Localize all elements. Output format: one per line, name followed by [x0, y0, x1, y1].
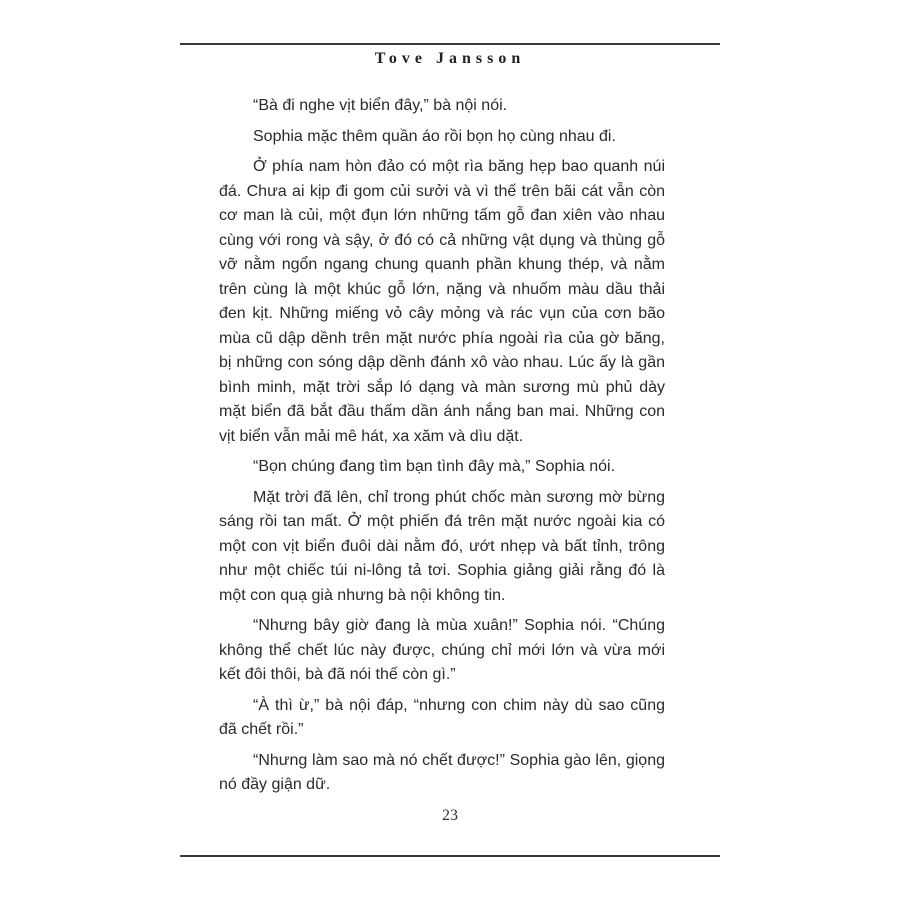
paragraph: Ở phía nam hòn đảo có một rìa băng hẹp bao quanh núi đá. Chưa ai kịp đi gom củi sưởi và vì thế trên bãi cát vẫn còn cơ man là củi, một đụn lớn những tấm gỗ đan xiên vào nhau cùng với rong và sậy, ở đó có cả những vật dụng và thùng gỗ vỡ nằm ngổn ngang chung quanh phần khung thép, và nằm trên cùng là một khúc gỗ lớn, nặng và nhuốm màu dầu thải đen kịt. Những miếng vỏ cây mỏng và rác vụn của cơn bão mùa cũ dập dềnh trên mặt nước phía ngoài rìa của gờ băng, bị những con sóng dập dềnh đánh xô vào nhau. Lúc ấy là gần bình minh, mặt trời sắp ló dạng và màn sương mù phủ dày mặt biển đã bắt đầu thấm dần ánh nắng ban mai. Những con vịt biển vẫn mải mê hát, xa xăm và dìu dặt.	[219, 158, 665, 445]
paragraph: “Nhưng bây giờ đang là mùa xuân!” Sophia nói. “Chúng không thể chết lúc này được, chúng chỉ mới lớn và vừa mới kết đôi thôi, bà đã nói thế còn gì.”	[219, 617, 665, 683]
top-rule	[180, 43, 720, 45]
running-head-title: Tove Jansson	[374, 50, 526, 67]
paragraph: “Nhưng làm sao mà nó chết được!” Sophia gào lên, giọng nó đầy giận dữ.	[219, 751, 665, 793]
paragraph: Mặt trời đã lên, chỉ trong phút chốc màn sương mờ bừng sáng rồi tan mất. Ở một phiến đá trên mặt nước ngoài kia có một con vịt biển đuôi dài nằm đó, ướt nhẹp và bất tỉnh, trông như một chiếc túi ni-lông tả tơi. Sophia giảng giải rằng đó là một con quạ già nhưng bà nội không tin.	[219, 488, 665, 604]
body-text	[219, 94, 665, 804]
page-number: 23	[442, 807, 458, 824]
paragraph: Sophia mặc thêm quần áo rồi bọn họ cùng nhau đi.	[253, 127, 616, 145]
paragraph: “Bọn chúng đang tìm bạn tình đây mà,” Sophia nói.	[253, 458, 616, 475]
paragraph: “Bà đi nghe vịt biển đây,” bà nội nói.	[253, 97, 508, 114]
bottom-rule	[180, 855, 720, 857]
paragraph: “À thì ừ,” bà nội đáp, “nhưng con chim này dù sao cũng đã chết rồi.”	[219, 696, 665, 738]
